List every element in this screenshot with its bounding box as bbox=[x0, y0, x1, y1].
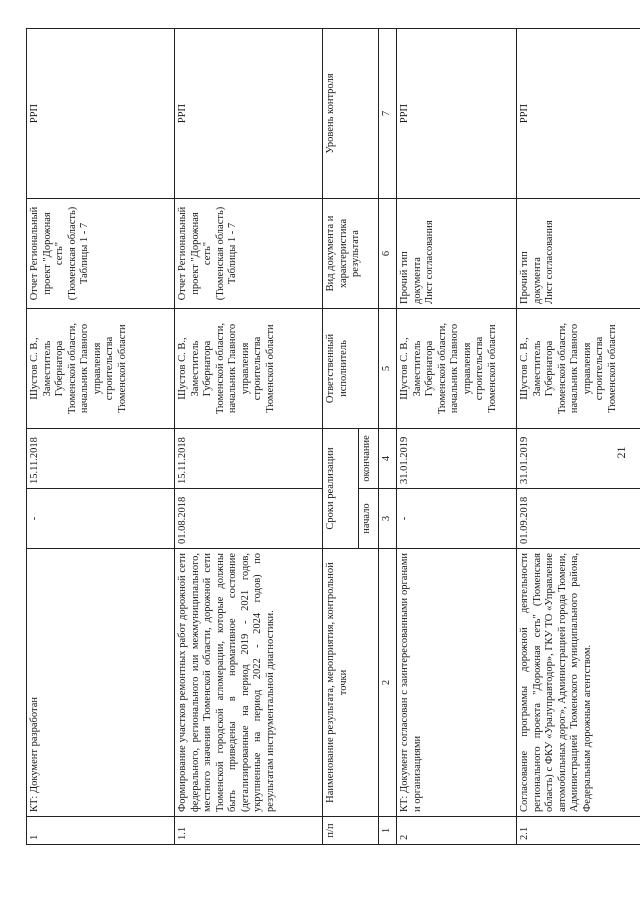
cell-control: РРП bbox=[27, 29, 175, 199]
column-number-row bbox=[379, 29, 397, 845]
cell-end: 31.01.2019 bbox=[517, 429, 640, 489]
col-number: 7 bbox=[379, 29, 397, 199]
col-number: 5 bbox=[379, 309, 397, 429]
cell-control: РРП bbox=[517, 29, 640, 199]
page-number: 21 bbox=[614, 446, 628, 459]
table-row bbox=[27, 29, 175, 845]
cell-name: Согласование программы дорожной деятельности регионального проекта "Дорожная сеть" (Тюменская область) с ФКУ «Уралуправтодор», ГКУ ТО «Управление автомобильных дорог», Администрацией города Тюмени, Администрацией Тюменского муниципального района, Федеральным дорожным агентством. bbox=[517, 549, 640, 817]
cell-start: 01.08.2018 bbox=[175, 489, 323, 549]
header-start: начало bbox=[359, 489, 379, 549]
col-number: 3 bbox=[379, 489, 397, 549]
cell-num: 1 bbox=[27, 817, 175, 845]
cell-responsible: Шустов С. В., Заместитель Губернатора Тюменской области, начальник Главного управления строительства Тюменской области bbox=[27, 309, 175, 429]
table-row bbox=[175, 29, 323, 845]
cell-responsible: Шустов С. В., Заместитель Губернатора Тюменской области, начальник Главного управления строительства Тюменской области bbox=[517, 309, 640, 429]
cell-num: 2.1 bbox=[517, 817, 640, 845]
cell-control: РРП bbox=[397, 29, 517, 199]
cell-responsible: Шустов С. В., Заместитель Губернатора Тюменской области, начальник Главного управления строительства Тюменской области bbox=[397, 309, 517, 429]
cell-start: - bbox=[397, 489, 517, 549]
header-doc: Вид документа и характеристика результата bbox=[323, 199, 379, 309]
col-number: 4 bbox=[379, 429, 397, 489]
header-control: Уровень контроля bbox=[323, 29, 379, 199]
cell-name: КТ: Документ согласован с заинтересованными органами и организациями bbox=[397, 549, 517, 817]
cell-doc: Прочий тип документа Лист согласования bbox=[517, 199, 640, 309]
col-number: 1 bbox=[379, 817, 397, 845]
cell-control: РРП bbox=[175, 29, 323, 199]
cell-doc: Отчет Региональный проект "Дорожная сеть" (Тюменская область) Таблицы 1 - 7 bbox=[27, 199, 175, 309]
header-name: Наименование результата, мероприятия, контрольной точки bbox=[323, 549, 379, 817]
cell-end: 15.11.2018 bbox=[27, 429, 175, 489]
cell-doc: Прочий тип документа Лист согласования bbox=[397, 199, 517, 309]
cell-start: 01.09.2018 bbox=[517, 489, 640, 549]
project-plan-table bbox=[26, 28, 640, 845]
cell-name: КТ: Документ разработан bbox=[27, 549, 175, 817]
cell-responsible: Шустов С. В., Заместитель Губернатора Тюменской области, начальник Главного управления строительства Тюменской области bbox=[175, 309, 323, 429]
cell-end: 15.11.2018 bbox=[175, 429, 323, 489]
header-responsible: Ответственный исполнитель bbox=[323, 309, 379, 429]
table-header-row bbox=[323, 29, 359, 845]
col-number: 6 bbox=[379, 199, 397, 309]
cell-start: - bbox=[27, 489, 175, 549]
header-end: окончание bbox=[359, 429, 379, 489]
header-terms: Сроки реализации bbox=[323, 429, 359, 549]
cell-num: 1.1 bbox=[175, 817, 323, 845]
col-number: 2 bbox=[379, 549, 397, 817]
cell-doc: Отчет Региональный проект "Дорожная сеть" (Тюменская область) Таблицы 1 - 7 bbox=[175, 199, 323, 309]
cell-num: 2 bbox=[397, 817, 517, 845]
cell-name: Формирование участков ремонтных работ дорожной сети федерального, регионального или межмуниципального, местного значения Тюменской области, дорожной сети Тюменской городской агломерации, которые должны быть приведены в нормативное состояние (детализированные на период 2019 - 2021 годов, укрупненные на период 2022 - 2024 годов) по результатам инструментальной диагностики. bbox=[175, 549, 323, 817]
header-num: п/п bbox=[323, 817, 379, 845]
table-row bbox=[397, 29, 517, 845]
cell-end: 31.01.2019 bbox=[397, 429, 517, 489]
